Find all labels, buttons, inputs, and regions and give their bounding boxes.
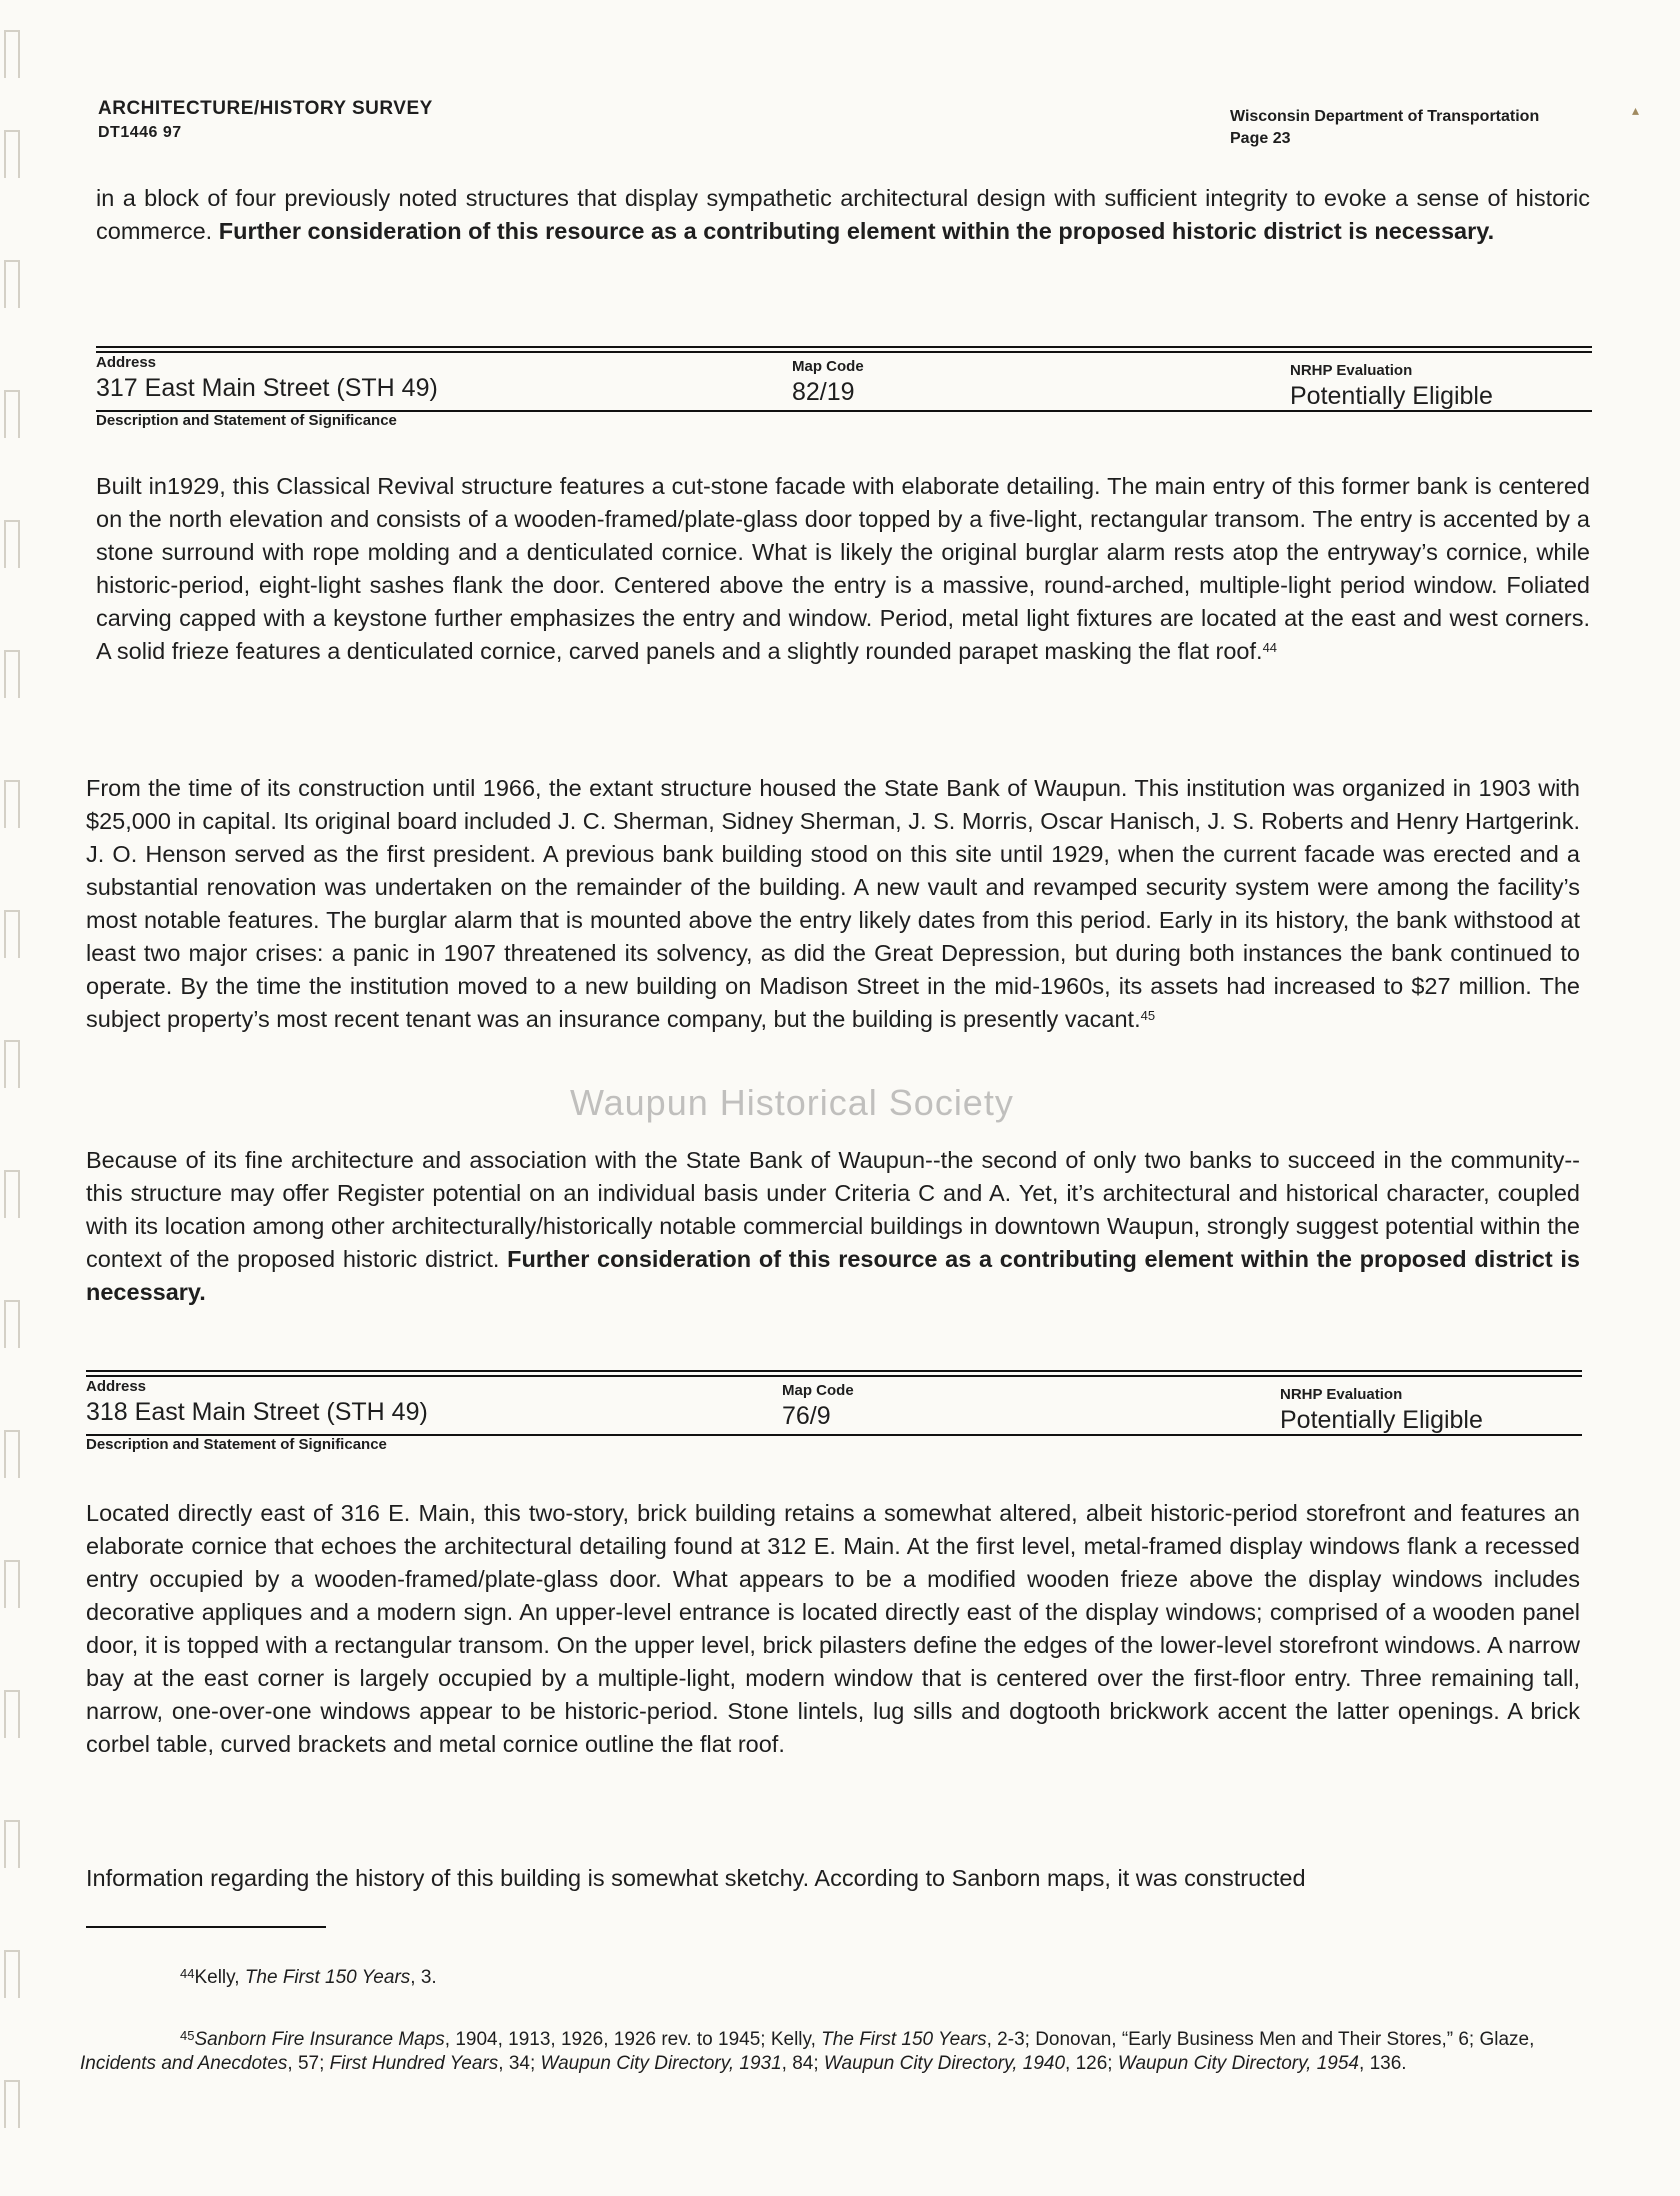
map-code-label: Map Code [782, 1382, 854, 1399]
record-317-significance: Because of its fine architecture and association with the State Bank of Waupun--the second of only two banks to succeed in the community--this structure may offer Register potential on an individual basis under Criteria C and A. Yet, it’s architectural and historical character, coupled with its location among other architecturally/historically notable commercial buildings in downtown Waupun, strongly suggest potential within the context of the proposed historic district. Further consideration of this resource as a contributing element within the proposed district is necessary. [86, 1147, 1581, 1305]
binder-margin-marks [0, 0, 24, 2196]
double-rule [96, 346, 1592, 353]
survey-title: ARCHITECTURE/HISTORY SURVEY [98, 98, 433, 119]
smudge-mark: ▴ [1632, 102, 1640, 118]
footnote-rule [86, 1926, 326, 1928]
agency-header [1230, 108, 1539, 148]
form-code: DT1446 97 [98, 124, 182, 141]
nrhp-value: Potentially Eligible [1280, 1406, 1483, 1434]
watermark: Waupun Historical Society [570, 1082, 1014, 1123]
page-number: Page 23 [1230, 130, 1291, 147]
agency-name: Wisconsin Department of Transportation [1230, 108, 1540, 125]
description-label: Description and Statement of Significance [86, 1436, 387, 1453]
map-code-value: 76/9 [782, 1402, 831, 1430]
map-code-value: 82/19 [792, 378, 855, 406]
nrhp-value: Potentially Eligible [1290, 382, 1493, 410]
map-code-label: Map Code [792, 358, 864, 375]
description-label: Description and Statement of Significance [96, 412, 397, 429]
footnote-ref-45[interactable]: 45 [1140, 1008, 1156, 1023]
record-317-bold: Further consideration of this resource as a contributing element within the proposed district is necessary. [86, 1246, 1581, 1305]
address-value: 318 East Main Street (STH 49) [86, 1398, 428, 1426]
nrhp-label: NRHP Evaluation [1280, 1386, 1403, 1403]
record-318-description: Located directly east of 316 E. Main, this two-story, brick building retains a somewhat altered, albeit historic-period storefront and features an elaborate cornice that echoes the architectural detailing found at 312 E. Main. At the first level, metal-framed display windows flank a recessed entry occupied by a wooden-framed/plate-glass door. What appears to be a modified wooden frieze above the display windows includes decorative appliques and a modern sign. An upper-level entrance is located directly east of the display windows; comprised of a wooden panel door, it is topped with a rectangular transom. On the upper level, brick pilasters define the edges of the lower-level storefront windows. A narrow bay at the east corner is largely occupied by a multiple-light, modern window that is centered over the first-floor entry. Three remaining tall, narrow, one-over-one windows appear to be historic-period. Stone lintels, lug sills and dogtooth brickwork accent the latter openings. A brick corbel table, curved brackets and metal cornice outline the flat roof. [86, 1500, 1580, 1757]
record-318-history: Information regarding the history of this building is somewhat sketchy. According to Sanborn maps, it was constructed [86, 1865, 1306, 1891]
address-label: Address [86, 1378, 147, 1395]
record-318-header [86, 1370, 1582, 1454]
footnote-ref-44[interactable]: 44 [1262, 640, 1278, 655]
intro-bold: Further consideration of this resource as a contributing element within the proposed historic district is necessary. [218, 218, 1495, 244]
record-317-header [96, 346, 1592, 430]
record-317-history: From the time of its construction until 1966, the extant structure housed the State Bank of Waupun. This institution was organized in 1903 with $25,000 in capital. Its original board included J. C. Sherman, Sidney Sherman, J. S. Morris, Oscar Hanisch, J. S. Roberts and Henry Hartgerink. J. O. Henson served as the first president. A previous bank building stood on this site until 1929, when the current facade was erected and a substantial renovation was undertaken on the remainder of the building. A new vault and revamped security system were among the facility’s most notable features. The burglar alarm that is mounted above the entry likely dates from this period. Early in its history, the bank withstood at least two major crises: a panic in 1907 threatened its solvency, as did the Great Depression, but during both instances the bank continued to operate. By the time the institution moved to a new building on Madison Street in the mid-1960s, its assets had increased to $27 million. The subject property’s most recent tenant was an insurance company, but the building is presently vacant.$^{45}$ [86, 775, 1580, 1032]
address-label: Address [96, 354, 157, 371]
double-rule [86, 1370, 1582, 1377]
intro-paragraph: in a block of four previously noted structures that display sympathetic architectural design with sufficient integrity to evoke a sense of historic commerce. Further consideration of this resource as a contributing element within the proposed historic district is necessary. [96, 185, 1590, 244]
footnote-44: $^{44}$Kelly, The First 150 Years, 3. [180, 1966, 437, 1988]
record-317-description: Built in1929, this Classical Revival structure features a cut-stone facade with elaborate detailing. The main entry of this former bank is centered on the north elevation and consists of a wooden-framed/plate-glass door topped by a five-light, rectangular transom. The entry is accented by a stone surround with rope molding and a denticulated cornice. What is likely the original burglar alarm rests atop the entryway’s cornice, while historic-period, eight-light sashes flank the door. Centered above the entry is a massive, round-arched, multiple-light period window. Foliated carving capped with a keystone further emphasizes the entry and window. Period, metal light fixtures are located at the east and west corners. A solid frieze features a denticulated cornice, carved panels and a slightly rounded parapet masking the flat roof.$^{44}$ [96, 473, 1590, 664]
footnote-45: $^{45}$Sanborn Fire Insurance Maps, 1904, 1913, 1926, 1926 rev. to 1945; Kelly, The First 150 Years, 2-3; Donovan, “Early Business Men and Their Stores,” 6; Glaze, Incidents and Anecdotes, 57; First Hundred Years, 34; Waupun City Directory, 1931, 84; Waupun City Directory, 1940, 126; Waupun City Directory, 1954, 136. [80, 2028, 1535, 2074]
nrhp-label: NRHP Evaluation [1290, 362, 1413, 379]
address-value: 317 East Main Street (STH 49) [96, 374, 438, 402]
survey-header [98, 98, 433, 142]
